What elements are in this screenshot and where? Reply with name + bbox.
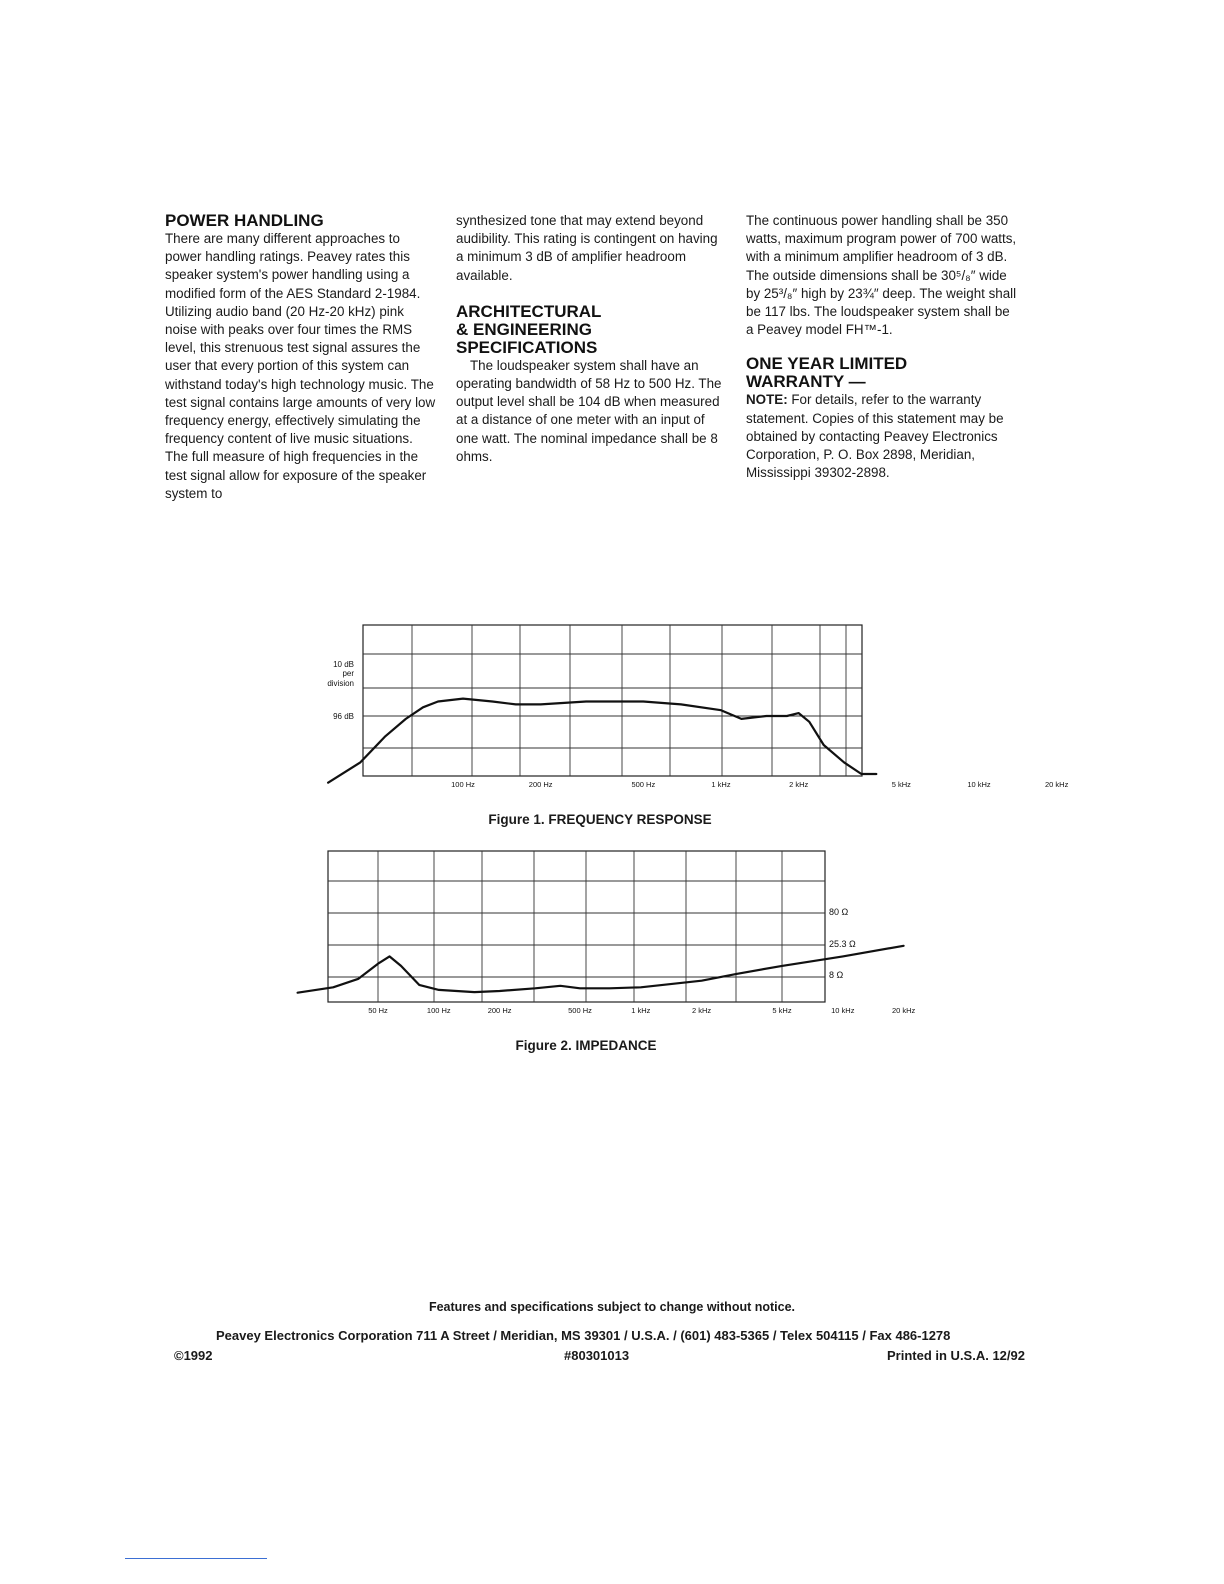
fr-curve xyxy=(328,699,876,783)
part-number: #80301013 xyxy=(564,1348,630,1363)
warranty-heading-line1: ONE YEAR LIMITED xyxy=(746,354,908,374)
imp-tick-label: 1 kHz xyxy=(631,1006,651,1015)
fr-tick-labels xyxy=(451,780,1068,789)
imp-tick-label: 500 Hz xyxy=(568,1006,592,1015)
power-handling-continuation: synthesized tone that may extend beyond audibility. This rating is contingent on having a minimum 3 dB of amplifier headroom available. xyxy=(456,213,718,283)
fr-tick-label: 1 kHz xyxy=(711,780,731,789)
imp-tick-label: 50 Hz xyxy=(368,1006,388,1015)
imp-grid xyxy=(328,851,825,1002)
imp-right-label-80: 80 Ω xyxy=(829,907,849,917)
bottom-rule xyxy=(125,1558,267,1559)
impedance-chart xyxy=(298,851,916,1015)
imp-right-label-25: 25.3 Ω xyxy=(829,939,856,949)
fr-scale-label-1: 10 dB xyxy=(333,660,354,669)
fr-scale-label-3: division xyxy=(327,679,354,688)
fr-tick-label: 200 Hz xyxy=(528,780,553,789)
copyright: ©1992 xyxy=(174,1348,213,1363)
address-line xyxy=(216,1328,950,1343)
disclaimer: Features and specifications subject to change without notice. xyxy=(428,1300,796,1314)
fr-tick-label: 10 kHz xyxy=(967,780,991,789)
frequency-response-chart xyxy=(327,625,1068,789)
imp-right-label-8: 8 Ω xyxy=(829,970,844,980)
imp-frame xyxy=(328,851,825,1002)
imp-tick-label: 20 kHz xyxy=(891,1006,916,1015)
fr-scale-label-2: per xyxy=(342,669,354,678)
power-handling-heading: POWER HANDLING xyxy=(165,211,324,230)
fr-tick-label: 20 kHz xyxy=(1044,780,1069,789)
power-handling-body: There are many different approaches to power handling ratings. Peavey rates this speaker system's power handling using a modified form of the AES Standard 2-1984. Utilizing audio band (20 Hz-20 kHz) pink noise with peaks over four times the RMS level, this strenuous test signal assures the user that every portion of this system can withstand today's high technology music. The test signal contains large amounts of very low frequency energy, effectively simulating the frequency content of live music situations. The full measure of high frequencies in the test signal allow for exposure of the speaker system to xyxy=(165,231,436,501)
fr-caption: Figure 1. FREQUENCY RESPONSE xyxy=(488,812,712,827)
fr-tick-label: 2 kHz xyxy=(789,780,809,789)
ae-specs-heading-line1: ARCHITECTURAL xyxy=(456,301,602,321)
fr-tick-label: 5 kHz xyxy=(891,780,911,789)
imp-tick-label: 10 kHz xyxy=(831,1006,855,1015)
imp-curve xyxy=(298,946,904,993)
imp-tick-label: 5 kHz xyxy=(772,1006,792,1015)
note-body: For details, refer to the warranty statement. Copies of this statement may be obtained by contacting Peavey Electronics Corporation, P. O. Box 2898, Meridian, Mississippi 39302-2898. xyxy=(746,392,1004,481)
note-label: NOTE: xyxy=(746,392,788,408)
specs-continuation: The continuous power handling shall be 350 watts, maximum program power of 700 watts, with a minimum amplifier headroom of 3 dB. The outside dimensions shall be 30⁵/₈″ wide by 25³/₈″ high by 23¾″ deep. The weight shall be 117 lbs. The loudspeaker system shall be a Peavey model FH™-1. xyxy=(746,213,1017,338)
imp-caption: Figure 2. IMPEDANCE xyxy=(515,1038,657,1053)
imp-tick-label: 2 kHz xyxy=(692,1006,712,1015)
fr-reference-label: 96 dB xyxy=(333,712,354,721)
fr-tick-label: 500 Hz xyxy=(631,780,656,789)
imp-tick-label: 200 Hz xyxy=(487,1006,512,1015)
imp-tick-label: 100 Hz xyxy=(426,1006,451,1015)
ae-specs-heading-line2: & ENGINEERING xyxy=(456,319,593,339)
corp-address: 711 A Street / Meridian, MS 39301 / U.S.A. / (601) 483-5365 / Telex 504115 / Fax 486-1278 xyxy=(412,1328,951,1343)
ae-specs-heading-line3: SPECIFICATIONS xyxy=(456,337,598,357)
fr-tick-label: 100 Hz xyxy=(451,780,475,789)
corp-name: Peavey Electronics Corporation xyxy=(216,1328,413,1343)
printed-in: Printed in U.S.A. 12/92 xyxy=(887,1348,1025,1363)
imp-tick-labels xyxy=(368,1006,915,1015)
ae-specs-body: The loudspeaker system shall have an operating bandwidth of 58 Hz to 500 Hz. The output level shall be 104 dB when measured at a distance of one meter with an input of one watt. The nominal impedance shall be 8 ohms. xyxy=(456,357,722,464)
warranty-heading-line2: WARRANTY — xyxy=(746,372,866,392)
